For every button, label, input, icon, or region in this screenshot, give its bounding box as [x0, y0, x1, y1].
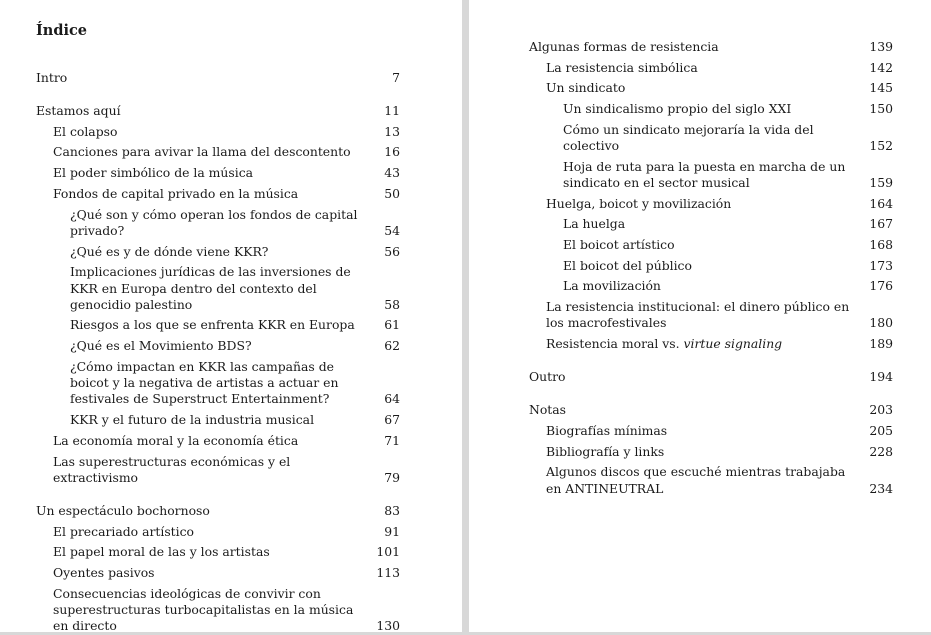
toc-entry-title: El colapso — [53, 123, 118, 139]
toc-list-left — [36, 70, 400, 635]
toc-entry-page-number: 67 — [384, 412, 400, 428]
toc-entry-page-number: 152 — [869, 138, 893, 154]
toc-entry-title: Consecuencias ideológicas de convivir con superestructuras turbocapitalistas en la música en directo — [53, 585, 354, 634]
toc-entry[interactable] — [529, 60, 893, 76]
toc-entry-page-number: 62 — [384, 338, 400, 354]
toc-entry-title: Fondos de capital privado en la música — [53, 185, 299, 201]
toc-entry[interactable] — [529, 216, 893, 232]
toc-entry-title: ¿Qué es el Movimiento BDS? — [70, 338, 252, 354]
toc-entry[interactable] — [529, 299, 893, 332]
toc-entry[interactable] — [36, 565, 400, 581]
toc-entry-page-number: 79 — [384, 469, 400, 485]
toc-entry-title: Algunas formas de resistencia — [529, 39, 719, 54]
toc-entry[interactable] — [529, 159, 893, 192]
toc-entry[interactable] — [36, 124, 400, 140]
toc-entry-title: Canciones para avivar la llama del descontento — [53, 144, 351, 160]
toc-entry-page-number: 56 — [384, 243, 400, 259]
toc-entry[interactable] — [36, 338, 400, 354]
toc-entry-page-number: 159 — [869, 175, 893, 191]
toc-entry-page-number: 205 — [869, 423, 893, 439]
toc-entry[interactable] — [529, 196, 893, 212]
toc-entry-page-number: 7 — [392, 70, 400, 85]
toc-entry-title: La economía moral y la economía ética — [53, 432, 299, 448]
toc-entry[interactable] — [529, 122, 893, 155]
toc-entry[interactable] — [36, 165, 400, 181]
left-page — [0, 0, 462, 632]
toc-entry-page-number: 43 — [384, 165, 400, 181]
toc-entry[interactable] — [36, 412, 400, 428]
toc-entry-page-number: 64 — [384, 391, 400, 407]
toc-entry[interactable] — [529, 101, 893, 117]
toc-entry-page-number: 61 — [384, 317, 400, 333]
toc-entry-title: Riesgos a los que se enfrenta KKR en Europa — [70, 317, 355, 333]
toc-entry-page-number: 168 — [869, 237, 893, 253]
toc-entry[interactable] — [529, 80, 893, 96]
toc-list-right — [529, 39, 893, 497]
toc-entry-title: El precariado artístico — [53, 523, 195, 539]
toc-entry-title: ¿Qué es y de dónde viene KKR? — [70, 243, 269, 259]
toc-entry-page-number: 142 — [869, 59, 893, 75]
toc-entry-page-number: 58 — [384, 296, 400, 312]
toc-entry[interactable] — [36, 317, 400, 333]
toc-entry[interactable] — [529, 423, 893, 439]
toc-entry-title-italic: virtue signaling — [683, 336, 783, 352]
toc-entry-page-number: 228 — [869, 443, 893, 459]
toc-entry[interactable] — [529, 39, 893, 55]
toc-entry-title: Intro — [36, 70, 68, 85]
toc-entry-page-number: 194 — [869, 369, 893, 385]
toc-entry-page-number: 130 — [376, 618, 400, 634]
toc-entry[interactable] — [529, 336, 893, 352]
toc-entry[interactable] — [36, 503, 400, 519]
toc-entry-page-number: 83 — [384, 502, 400, 518]
toc-entry-page-number: 150 — [869, 101, 893, 117]
toc-entry-page-number: 71 — [384, 432, 400, 448]
toc-entry[interactable] — [36, 186, 400, 202]
toc-entry[interactable] — [36, 103, 400, 119]
toc-entry[interactable] — [36, 144, 400, 160]
toc-entry[interactable] — [36, 264, 400, 313]
toc-entry-title: El poder simbólico de la música — [53, 165, 254, 181]
toc-entry-page-number: 11 — [384, 103, 400, 119]
toc-entry-title: Biografías mínimas — [546, 423, 668, 439]
toc-entry-page-number: 50 — [384, 185, 400, 201]
toc-entry[interactable] — [529, 464, 893, 497]
toc-entry-title: Bibliografía y links — [546, 443, 665, 459]
toc-entry[interactable] — [36, 244, 400, 260]
toc-entry[interactable] — [36, 433, 400, 449]
toc-entry-title: Hoja de ruta para la puesta en marcha de un sindicato en el sector musical — [563, 158, 846, 191]
toc-entry[interactable] — [529, 258, 893, 274]
toc-entry-page-number: 173 — [869, 257, 893, 273]
toc-entry-title: Cómo un sindicato mejoraría la vida del colectivo — [563, 121, 814, 154]
right-page — [469, 0, 931, 632]
toc-entry-title: La movilización — [563, 278, 661, 294]
toc-entry[interactable] — [529, 278, 893, 294]
toc-entry-title: La huelga — [563, 216, 626, 232]
toc-entry-page-number: 139 — [869, 39, 893, 54]
toc-entry-page-number: 13 — [384, 123, 400, 139]
toc-entry[interactable] — [36, 544, 400, 560]
toc-entry-title: El papel moral de las y los artistas — [53, 544, 270, 560]
toc-entry-page-number: 145 — [869, 80, 893, 96]
toc-entry[interactable] — [529, 444, 893, 460]
toc-entry-page-number: 180 — [869, 315, 893, 331]
toc-entry-page-number: 16 — [384, 144, 400, 160]
toc-entry-title: Las superestructuras económicas y el extractivismo — [53, 453, 291, 485]
toc-entry[interactable] — [36, 207, 400, 240]
toc-entry-page-number: 176 — [869, 278, 893, 294]
toc-entry[interactable] — [36, 524, 400, 540]
toc-entry-title: El boicot del público — [563, 257, 692, 273]
toc-entry-title: Un sindicalismo propio del siglo XXI — [563, 101, 792, 117]
toc-entry-title: Un sindicato — [546, 80, 626, 96]
toc-entry-title: La resistencia institucional: el dinero público en los macrofestivales — [546, 299, 850, 331]
toc-entry[interactable] — [529, 237, 893, 253]
toc-entry-title: Notas — [529, 402, 567, 418]
toc-entry[interactable] — [36, 70, 400, 86]
toc-entry[interactable] — [529, 369, 893, 385]
toc-entry-page-number: 234 — [869, 480, 893, 496]
toc-entry-page-number: 113 — [376, 564, 400, 580]
toc-entry-page-number: 164 — [869, 195, 893, 211]
toc-entry-title: ¿Cómo impactan en KKR las campañas de boicot y la negativa de artistas a actuar en festivales de Superstruct Entertainment? — [70, 358, 339, 407]
toc-entry-page-number: 54 — [384, 222, 400, 238]
toc-entry-title: Algunos discos que escuché mientras trabajaba en ANTINEUTRAL — [546, 464, 846, 496]
page-title: Índice — [36, 22, 88, 39]
toc-entry-title: La resistencia simbólica — [546, 59, 698, 75]
toc-entry-title: Un espectáculo bochornoso — [36, 502, 210, 518]
toc-entry[interactable] — [529, 402, 893, 418]
toc-entry-title: El boicot artístico — [563, 237, 675, 253]
toc-entry-title: Oyentes pasivos — [53, 564, 155, 580]
toc-entry[interactable] — [36, 359, 400, 408]
toc-entry-title: Implicaciones jurídicas de las inversiones de KKR en Europa dentro del contexto del genocidio palestino — [70, 264, 351, 312]
toc-entry-page-number: 203 — [869, 402, 893, 418]
toc-entry-title: Estamos aquí — [36, 103, 121, 119]
toc-entry-title: KKR y el futuro de la industria musical — [70, 412, 315, 428]
toc-entry-title: Huelga, boicot y movilización — [546, 195, 732, 211]
toc-entry-title: Resistencia moral vs. virtue signaling — [546, 336, 783, 352]
toc-entry-page-number: 101 — [376, 544, 400, 560]
toc-entry-title: Outro — [529, 369, 566, 385]
toc-entry[interactable] — [36, 454, 400, 487]
toc-entry-page-number: 167 — [869, 216, 893, 232]
toc-entry-page-number: 91 — [384, 523, 400, 539]
toc-entry-page-number: 189 — [869, 336, 893, 352]
toc-entry-title: ¿Qué son y cómo operan los fondos de capital privado? — [70, 206, 358, 238]
toc-entry[interactable] — [36, 586, 400, 635]
